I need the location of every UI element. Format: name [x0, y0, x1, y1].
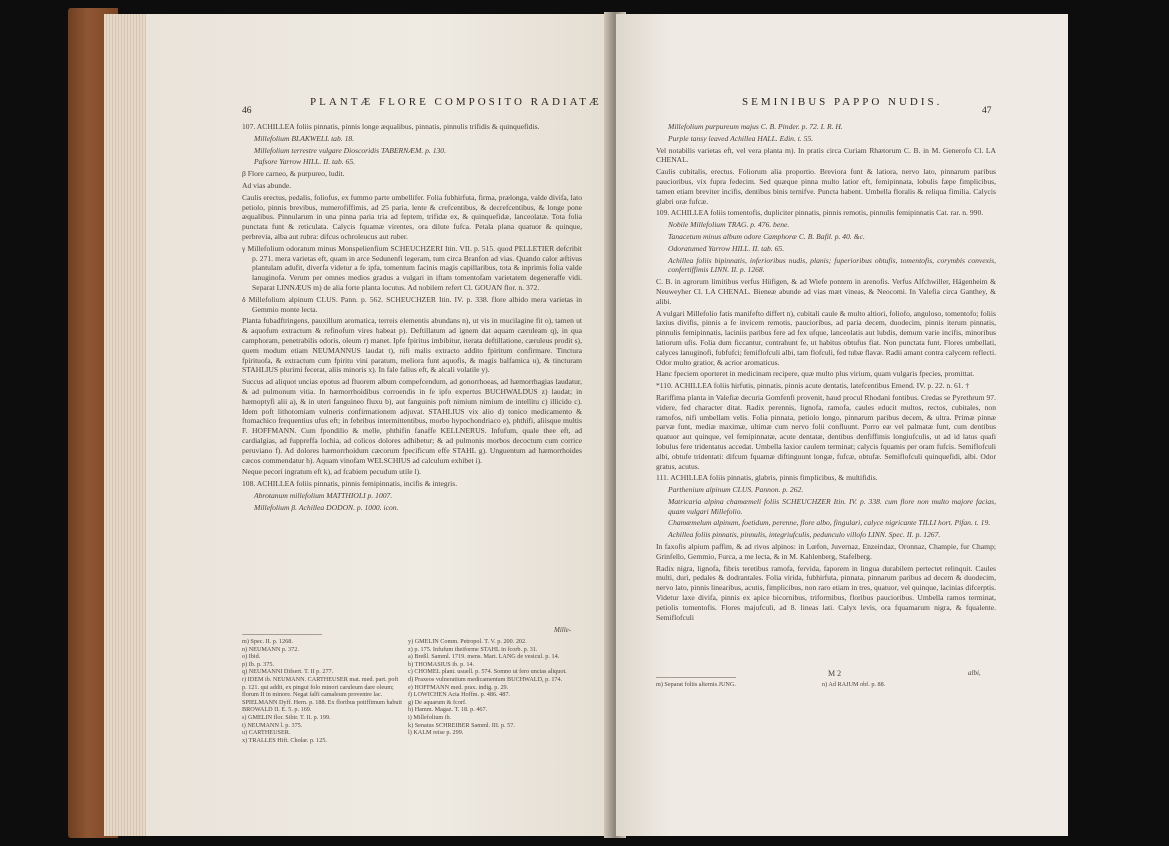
footnote: s) GMELIN flor. Sibir. T. II. p. 199.: [242, 713, 331, 721]
paragraph: In faxofis alpium paffim, & ad rivos alpinos: in Lœfon, Juvernaz, Enzeindaz, Oronnaz, Champie, fur Champ; Grinfello, Gemmio, Furca, a me lecta, & in M. Kahlenberg, Stafelberg.: [656, 542, 996, 561]
footnote: t) NEUMANN l. p. 375.: [242, 721, 303, 729]
paragraph: Caulis cubitalis, erectus. Foliorum alia proportio. Breviora funt & latiora, nervo lato, pinnarum paribus paucioribus, vix fupra fedecim. Sed quæque pinna multo latior eft, femipinnata, lobulis fæpe fimplicibus, tamen etiam breviter incifis, dentibus binis ternifve. Puncta habent. Umbella floralis & reliqua fimilia. Calycis glabri oræ fufcæ.: [656, 167, 996, 206]
paragraph: Achillea foliis bipinnatis, inferioribus nudis, planis; fuperioribus obtufis, tomentofis, corymbis convexis, confertiffimis LINN. II. p. 1268.: [668, 255, 996, 275]
paragraph: Matricaria alpina chamæmeli foliis SCHEUCHZER Itin. IV. p. 338. cum flore non multo majore facias, quam vulgari Millefolio.: [668, 496, 996, 516]
paragraph: Succus ad aliquot uncias epotus ad fluorem album compefcendum, ad gonorrhoeas, ad hæmorrhagias laudatur, & ad pulmonum vitia. In hæmorrhoidibus corroendis in fe ipfo expertus BUCHWALDUS z) laudat; in hæmoptyfi alii a), & in uteri fanguineo fluxu b), aut fanguinis poft nimium nimium de intellitu c) illicido c). Idem poft lithotomiam vulneris confirmationem adjuvat. STAHLIUS vix alio d) tonico medicamento & ftomachico frequentius ufus eft; in febribus intermittentibus, morbo hypochondriaco e), phthifi, aliisque multis F. HOFFMANN. Cum fpondilio & melle, phthifin fanaffe KELLNERUS. Infufum, quale thee eft, ad cardialgias, ad fuppreffa lochia, ad colicos dolores adhibetur; & ad pulmonis morbos decoctum cum corrice peruviano f). Ad dolores hæmorrhoidum cæcorum fpecificum effe STAHL g). Unguentum ad hæmorrhoides cæcos commendatur h). Aquam vinofam WELSCHIUS ad calculum exhibet i).: [242, 377, 582, 465]
paragraph: *110. ACHILLEA foliis hirfutis, pinnatis, pinnis acute dentatis, latefcentibus Emend. IV. p. 22. n. 61. †: [656, 381, 970, 391]
paragraph: δ Millefolium alpinum CLUS. Pann. p. 562. SCHEUCHZER Itin. IV. p. 338. flore albido mera varietas in Gemmio monte lecta.: [242, 294, 582, 314]
right-page-number: 47: [982, 106, 992, 116]
paragraph: β Flore carneo, & purpureo, ludit.: [242, 169, 345, 179]
page-edges: [104, 14, 146, 836]
footnote: m) Spec. II. p. 1268.: [242, 638, 293, 645]
left-catchword: Mille-: [554, 626, 572, 634]
left-page: [146, 14, 614, 836]
paragraph: Millefolium β. Achillea DODON. p. 1000. icon.: [254, 502, 399, 512]
footnote: l) KALM reise p. 299.: [408, 729, 464, 737]
right-body-text: [656, 122, 996, 624]
footnote: i) Millefolium ib.: [408, 713, 452, 721]
footnote: d) Praxeos vulneratium medicamentum BUCHWALD, p. 174.: [408, 675, 563, 683]
footnote: o) Ibid.: [242, 653, 261, 661]
paragraph: Vel notabilis varietas eft, vel vera planta m). In pratis circa Curiam Rhætorum C. B. in M. Generofo Cl. LA CHENAL.: [656, 145, 996, 165]
paragraph: Millefolium purpureum majus C. B. Pinder. p. 72. I. R. H.: [668, 122, 843, 131]
paragraph: Radix nigra, lignofa, fibris teretibus ramofa, fervida, faporem in lingua durabilem pertectet relinquit. Caules multi, duri, pedales & dodrantales. Folia virida, fubhirfuta, pinnata, pinnarum paribus ad decem & duodecim, nervo lato, pinnis linearibus, acutis, fimplicibus, non raro etiam in tres, quatuor, vel quinque, lacinias difcerptis. Videtur laxe divifa, pinnis ex apice bicornibus, triformibus, floribus paucioribus. Umbella ramos terminat, petiolis tomentofis. Flores majufculi, ad 8. lineas lati. Calyx levis, ora fquamarum nigra, & fqualente. Semiflofculi: [656, 563, 996, 622]
paragraph: Hanc fpeciem oporteret in medicinam recipere, quæ multo plus virium, quam vulgaris fpecies, promittat.: [656, 369, 975, 379]
right-page: [616, 14, 1068, 836]
footnote: f) LOWICHEN Acta Hoffm. p. 486. 487.: [408, 691, 510, 699]
footnote: m) Separat foliis alternis JUNG.: [656, 681, 736, 688]
footnote: x) TRALLES Hift. Cholar. p. 125.: [242, 736, 327, 744]
left-page-number: 46: [242, 106, 252, 116]
left-footnotes-column-2: [408, 638, 582, 737]
paragraph: Pafsore Yarrow HILL. II. tab. 65.: [254, 157, 356, 167]
footnote: g) De aquarum & fcorf.: [408, 698, 467, 706]
paragraph: Purple tansy leaved Achillea HALL. Edin. t. 55.: [668, 133, 814, 143]
footnote: c) CHOMEL plant. usuell. p. 574. Somno ut fero uncias aliquot.: [408, 668, 567, 676]
footnote: n) NEUMANN p. 372.: [242, 645, 299, 653]
paragraph: Chamæmelum alpinum, foetidum, perenne, flore albo, fingulari, calyce nigricante TILLI hort. Pifan. t. 19.: [668, 518, 991, 528]
right-catchword: albi,: [968, 669, 981, 677]
footnote: p) Ib. p. 375.: [242, 660, 274, 668]
paragraph: Nobile Millefolium TRAG. p. 476. bene.: [668, 220, 790, 230]
paragraph: 108. ACHILLEA foliis pinnatis, pinnis femipinnatis, incifis & integris.: [242, 479, 458, 489]
footnote: z) p. 175. Infufum theiforme STAHL in fcorb. p. 31.: [408, 645, 538, 653]
footnote: n) Ad RAJUM obf. p. 88.: [822, 681, 886, 688]
paragraph: Odoratumed Yarrow HILL. II. tab. 65.: [668, 243, 785, 253]
paragraph: Tanacetum minus album odore Camphoræ C. B. Bafil. p. 40. &c.: [668, 231, 865, 241]
paragraph: 111. ACHILLEA foliis pinnatis, glabris, pinnis fimplicibus, & multifidis.: [656, 473, 878, 483]
paragraph: C. B. in agrorum limitibus verfus Hüfigen, & ad Wiefe pontem in arenofis. Verfus Alfchwiller, Hägenheim & Neuweyher Cl. LA CHENAL. Bieneæ abunde ad vias mæt vineas, & Neocomi. In Valefia circa Ganthey, & alibi.: [656, 277, 996, 306]
paragraph: Planta fubadftringens, pauxillum aromatica, terreis elementis abundans n), ut vis in mucilagine fit o), tamen ut & aquofum extractum & refinofum vires habeat p). Deftillatum ad ignem dat aquam cæruleam q), in qua camphoram, penetrabilis odoris, oleum r) manet. Ipfe fpiritus imbibitur, iterata deftillatione, cæruleus prodit s), quem modum etiam NEUMANNUS laudat t), nifi malis extracto addito fpiritum confirmare. Tinctura fpirituofa, & extractum cum fpiritu vini paratum, meliora funt aquofis, & magis balfamica u), & tincturam STAHLIUS plurimi fecerat, aliis minoris x). In fale falius eft, & alcali volatile y).: [242, 316, 582, 375]
paragraph: Rariffima planta in Valefiæ decuria Gomfenfi provenit, haud procul Rhodani fontibus. Credas se Pyrethrum 97. videre, fed character ditat. Radix perennis, lignofa, ramofa, caules educit multos, rectos, cubitales, non ramofos, nifi umbellam velis. Folia pinnata, petiolo longo, pinnarum paribus decem, & ultra. Primæ pinnæ parvæ funt, mediæ maximæ, ultimæ cum nervo folii confluunt. Porro eæ vel palmatæ funt, cum dentibus quatuor aut quinque, vel femipinnatæ, acute dentatæ, dentibus denfiffimis longiufculis, ut ad id latus quafi lobulus fere tridentatus accedat. Umbella laxior caulem terminat; calycis fquamis per oram fufcis. Semiflofculi albi, obtufe tridentati: difcum fquamæ diftinguunt longæ, fufcæ, obtufæ. Semiflofculi quinquefidi, albi. Odor gratus, acutus.: [656, 392, 996, 471]
paragraph: 107. ACHILLEA foliis pinnatis, pinnis longe æqualibus, pinnatis, pinnulis trifidis & quinquefidis.: [242, 122, 540, 131]
signature-mark: M 2: [828, 669, 842, 678]
paragraph: 109. ACHILLEA foliis tomentofis, dupliciter pinnatis, pinnis remotis, pinnulis femipinnatis Cat. rar. n. 990.: [656, 208, 984, 218]
footnote: q) NEUMANNI Difsert. T. II p. 277.: [242, 668, 334, 676]
footnote: r) IDEM ib. NEUMANN. CARTHEUSER mat. med. part. poft p. 121. qui addit, ex pingui folo minori caruleum dare oleum; florum II in minore. Negat falfi camaleum proventre lac. SPIELMANN Dyff. Hern. p. 188. Ex floribus potiffimum habuit BROWALD II. E. 5. p. 169.: [242, 675, 402, 714]
footnote: u) CARTHEUSER.: [242, 729, 291, 737]
paragraph: Achillea foliis pinnatis, pinnulis, integriufculis, pedunculo villofo LINN. Spec. II. p. 1267.: [668, 530, 941, 540]
footnote: a) Breßl. Samml. 1719. mens. Mart. LANG de vesicul. p. 14.: [408, 653, 560, 661]
paragraph: γ Millefolium odoratum minus Monspelienfium SCHEUCHZERI Itin. VII. p. 515. quod PELLETIER defcribit p. 271. mera varietas eft, quam in arce Sedunenfi legeram, tum circa Branfon ad vias. Quando calor æftivus plantulam adufit, diverfa videtur a fe ipfa, tomentum facinis magis capillaribus, tota & inprimis folia valde lanuginofa. Verum per omnes medios gradus a vulgari in iftam tomentofam varietatem degeneraffe vidi. Separat LINNÆUS m) de alia forte planta locutus. Ad nobilem refert Cl. GOUAN flor. n. 372.: [242, 243, 582, 292]
paragraph: Parthenium alpinum CLUS. Pannon. p. 262.: [668, 485, 804, 495]
footnote: e) HOFFMANN med. prax. indig. p. 29.: [408, 683, 509, 691]
left-footnotes-column-1: [242, 638, 402, 744]
paragraph: Neque pecori ingratum eft k), ad fcabiem pecudum utile l).: [242, 467, 422, 477]
paragraph: A vulgari Millefolio fatis manifefto differt n), cubitali caule & multo altiori, foliofo, anguloso, tomentofo; foliis laxius divifis, pinnis a fe invicem remotis, paucioribus, ad paria decem, duodecim, pinnis iterum pinnatis, pinnulis femipinnatis, laciniis paribus fere ad fex ufque, lanceolatis aut lubdis, demum varie incifis, minoribus latiorum ufis. Folia dum ficcantur, contrahunt fe, ut habitus obtufus fiat. Non punctata funt. Flores umbellati, calyces lanuginofi, fubfufci; femiflofculi albi, tam flofculi, fed tubæ flavæ. Radii amant contra calycem reflecti. Odor multo gratior, & acrior aromaticus.: [656, 308, 996, 367]
right-footnotes-column-1: [656, 681, 816, 689]
paragraph: Ad vias abunde.: [242, 180, 292, 190]
left-body-text: [242, 122, 582, 514]
paragraph: Abrotanum millefolium MATTHIOLI p. 1007.: [254, 490, 393, 500]
footnote: k) Senatus SCHREIBER Samml. III. p. 57.: [408, 721, 515, 729]
footnote: y) GMELIN Comm. Petropol. T. V. p. 200. 202.: [408, 638, 527, 645]
paragraph: Millefolium BLAKWELL tab. 18.: [254, 133, 355, 143]
footnote: h) Hamm. Magaz. T. 18. p. 467.: [408, 706, 488, 714]
right-running-head: SEMINIBUS PAPPO NUDIS.: [742, 96, 943, 108]
footnote-rule: [656, 677, 736, 678]
left-running-head: PLANTÆ FLORE COMPOSITO RADIATÆ: [310, 96, 602, 108]
paragraph: Millefolium terrestre vulgare Dioscoridis TABERNÆM. p. 130.: [254, 145, 447, 155]
right-footnotes-column-2: [822, 681, 996, 689]
footnote: b) THOMASIUS ib. p. 14.: [408, 660, 475, 668]
paragraph: Caulis erectus, pedalis, foliofus, ex fummo parte umbellifer. Folia fubhirfuta, firma, prælonga, valde divifa, lato petiolo, pinnis brevibus, numerofiffimis, ad 25 paria, lente & crefcentibus, & decrefcentibus, & longe pone æqualibus. Pinnularum in una pinna paria tria ad feptem, trifidæ ex, & quinquefidæ, lanceolatæ. Tota folia punctata funt & reticulata. Calycis fquamæ virentes, ora dilute fufca. Petala plana quatuor & quinque, perbrevia, alba aut rubra: difcus ochroleucus aut ruber.: [242, 192, 582, 241]
footnote-rule: [242, 634, 322, 635]
